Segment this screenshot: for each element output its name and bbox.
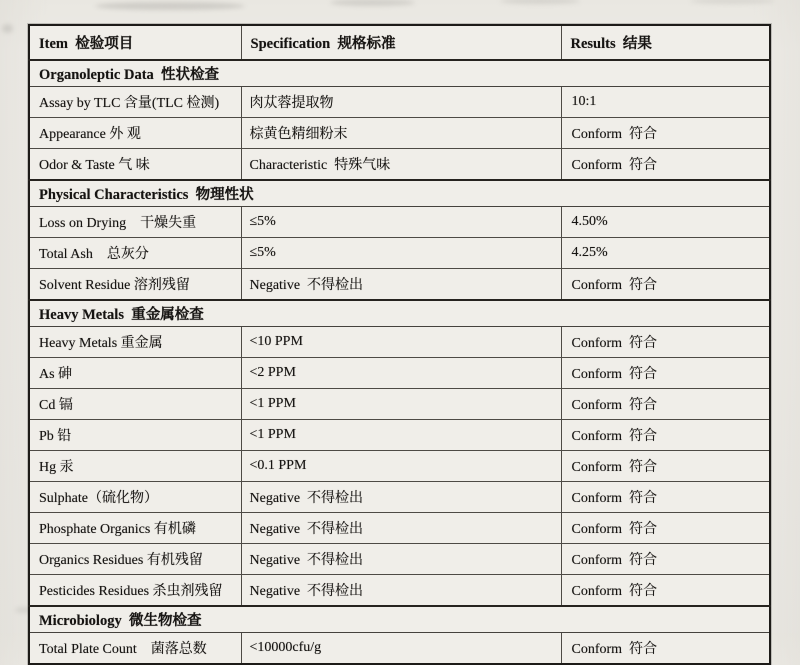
spec-cell: Negative 不得检出 xyxy=(241,269,561,301)
result-cell: 4.50% xyxy=(561,207,770,238)
section-row-organoleptic xyxy=(29,60,770,87)
table-row-mercury xyxy=(29,451,770,482)
column-header-results: Results 结果 xyxy=(561,25,770,60)
result-cell: Conform 符合 xyxy=(561,358,770,389)
table-row-appearance xyxy=(29,118,770,149)
table-row-pesticides-residues xyxy=(29,575,770,607)
item-cell: Organics Residues 有机残留 xyxy=(29,544,241,575)
table-row-arsenic xyxy=(29,358,770,389)
spec-cell: Negative 不得检出 xyxy=(241,482,561,513)
result-cell: 10:1 xyxy=(561,87,770,118)
scan-smudge xyxy=(2,24,13,33)
item-cell: Heavy Metals 重金属 xyxy=(29,327,241,358)
section-label: Organoleptic Data 性状检查 xyxy=(29,60,770,87)
result-cell: Conform 符合 xyxy=(561,327,770,358)
result-cell: Conform 符合 xyxy=(561,482,770,513)
spec-cell: <1 PPM xyxy=(241,389,561,420)
item-cell: As 砷 xyxy=(29,358,241,389)
table-row-total-ash xyxy=(29,238,770,269)
result-cell: Conform 符合 xyxy=(561,451,770,482)
spec-cell: <2 PPM xyxy=(241,358,561,389)
result-cell: Conform 符合 xyxy=(561,118,770,149)
item-cell: Pb 铅 xyxy=(29,420,241,451)
item-cell: Phosphate Organics 有机磷 xyxy=(29,513,241,544)
table-row-loss-on-drying xyxy=(29,207,770,238)
item-cell: Pesticides Residues 杀虫剂残留 xyxy=(29,575,241,607)
spec-cell: 肉苁蓉提取物 xyxy=(241,87,561,118)
item-cell: Sulphate（硫化物） xyxy=(29,482,241,513)
coa-table xyxy=(28,24,771,665)
item-cell: Cd 镉 xyxy=(29,389,241,420)
table-header-row xyxy=(29,25,770,60)
table-row-solvent-residue xyxy=(29,269,770,301)
result-cell: 4.25% xyxy=(561,238,770,269)
spec-cell: Negative 不得检出 xyxy=(241,544,561,575)
spec-cell: 棕黄色精细粉末 xyxy=(241,118,561,149)
result-cell: Conform 符合 xyxy=(561,633,770,665)
item-cell: Total Ash 总灰分 xyxy=(29,238,241,269)
spec-cell: Negative 不得检出 xyxy=(241,513,561,544)
item-cell: Assay by TLC 含量(TLC 检测) xyxy=(29,87,241,118)
table-row-phosphate-organics xyxy=(29,513,770,544)
table-row-lead xyxy=(29,420,770,451)
scan-smudge xyxy=(690,0,775,4)
section-row-physical xyxy=(29,180,770,207)
result-cell: Conform 符合 xyxy=(561,575,770,607)
spec-cell: Negative 不得检出 xyxy=(241,575,561,607)
column-header-spec: Specification 规格标准 xyxy=(241,25,561,60)
scan-smudge xyxy=(95,2,245,10)
section-row-heavy-metals xyxy=(29,300,770,327)
result-cell: Conform 符合 xyxy=(561,513,770,544)
result-cell: Conform 符合 xyxy=(561,269,770,301)
result-cell: Conform 符合 xyxy=(561,420,770,451)
spec-cell: Characteristic 特殊气味 xyxy=(241,149,561,181)
result-cell: Conform 符合 xyxy=(561,389,770,420)
item-cell: Appearance 外 观 xyxy=(29,118,241,149)
spec-cell: <1 PPM xyxy=(241,420,561,451)
item-cell: Loss on Drying 干燥失重 xyxy=(29,207,241,238)
scan-smudge xyxy=(330,0,415,6)
spec-cell: <10 PPM xyxy=(241,327,561,358)
table-row-assay-by-tlc xyxy=(29,87,770,118)
column-header-item: Item 检验项目 xyxy=(29,25,241,60)
table-row-odor-taste xyxy=(29,149,770,181)
result-cell: Conform 符合 xyxy=(561,149,770,181)
table-row-organics-residues xyxy=(29,544,770,575)
table-row-total-plate-count xyxy=(29,633,770,665)
section-row-microbiology xyxy=(29,606,770,633)
item-cell: Odor & Taste 气 味 xyxy=(29,149,241,181)
table-row-sulphate xyxy=(29,482,770,513)
result-cell: Conform 符合 xyxy=(561,544,770,575)
table-row-heavy-metals xyxy=(29,327,770,358)
item-cell: Solvent Residue 溶剂残留 xyxy=(29,269,241,301)
scan-smudge xyxy=(500,0,580,4)
spec-cell: ≤5% xyxy=(241,207,561,238)
item-cell: Total Plate Count 菌落总数 xyxy=(29,633,241,665)
spec-cell: <0.1 PPM xyxy=(241,451,561,482)
item-cell: Hg 汞 xyxy=(29,451,241,482)
section-label: Heavy Metals 重金属检查 xyxy=(29,300,770,327)
table-row-cadmium xyxy=(29,389,770,420)
section-label: Physical Characteristics 物理性状 xyxy=(29,180,770,207)
section-label: Microbiology 微生物检查 xyxy=(29,606,770,633)
spec-cell: <10000cfu/g xyxy=(241,633,561,665)
spec-cell: ≤5% xyxy=(241,238,561,269)
